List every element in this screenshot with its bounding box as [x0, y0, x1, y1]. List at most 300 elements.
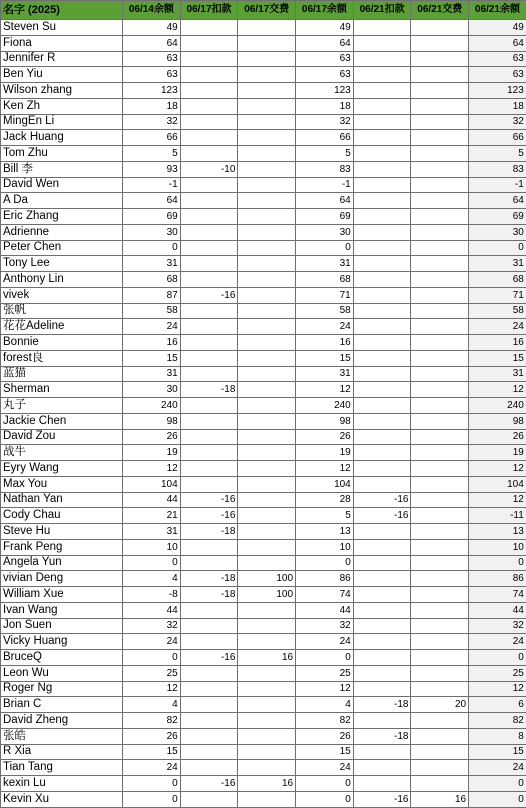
value-cell[interactable]	[180, 177, 238, 193]
value-cell[interactable]	[180, 429, 238, 445]
value-cell[interactable]	[238, 366, 296, 382]
value-cell[interactable]: 10	[123, 539, 181, 555]
value-cell[interactable]: -16	[180, 508, 238, 524]
value-cell[interactable]	[411, 98, 469, 114]
value-cell[interactable]: 93	[123, 161, 181, 177]
value-cell[interactable]	[411, 413, 469, 429]
value-cell[interactable]: 8	[469, 728, 526, 744]
name-cell[interactable]: Bonnie	[1, 335, 123, 351]
value-cell[interactable]	[238, 508, 296, 524]
name-cell[interactable]: 丸子	[1, 398, 123, 414]
value-cell[interactable]	[180, 146, 238, 162]
value-cell[interactable]	[353, 272, 411, 288]
value-cell[interactable]: 32	[296, 618, 354, 634]
value-cell[interactable]: 0	[296, 240, 354, 256]
value-cell[interactable]	[180, 728, 238, 744]
name-cell[interactable]: Eyry Wang	[1, 461, 123, 477]
value-cell[interactable]: 31	[469, 366, 526, 382]
value-cell[interactable]: -16	[180, 287, 238, 303]
value-cell[interactable]	[353, 571, 411, 587]
value-cell[interactable]: 82	[296, 713, 354, 729]
value-cell[interactable]	[180, 713, 238, 729]
value-cell[interactable]: 16	[411, 791, 469, 807]
value-cell[interactable]: 63	[469, 51, 526, 67]
value-cell[interactable]: 49	[123, 20, 181, 36]
value-cell[interactable]	[411, 492, 469, 508]
name-cell[interactable]: Jennifer R	[1, 51, 123, 67]
value-cell[interactable]: 58	[123, 303, 181, 319]
value-cell[interactable]: 26	[296, 728, 354, 744]
value-cell[interactable]: -11	[469, 508, 526, 524]
name-cell[interactable]: Jack Huang	[1, 130, 123, 146]
value-cell[interactable]: 0	[296, 776, 354, 792]
value-cell[interactable]	[411, 461, 469, 477]
name-cell[interactable]: David Zou	[1, 429, 123, 445]
value-cell[interactable]	[411, 760, 469, 776]
value-cell[interactable]	[353, 382, 411, 398]
value-cell[interactable]: 0	[123, 791, 181, 807]
value-cell[interactable]: 104	[123, 476, 181, 492]
value-cell[interactable]	[180, 539, 238, 555]
value-cell[interactable]	[411, 555, 469, 571]
value-cell[interactable]: 32	[469, 114, 526, 130]
value-cell[interactable]: 24	[296, 760, 354, 776]
value-cell[interactable]	[411, 130, 469, 146]
value-cell[interactable]	[238, 67, 296, 83]
value-cell[interactable]: 26	[469, 429, 526, 445]
value-cell[interactable]: 69	[123, 209, 181, 225]
value-cell[interactable]: 31	[469, 256, 526, 272]
value-cell[interactable]	[238, 744, 296, 760]
name-cell[interactable]: Tom Zhu	[1, 146, 123, 162]
name-cell[interactable]: Steven Su	[1, 20, 123, 36]
value-cell[interactable]	[353, 240, 411, 256]
name-cell[interactable]: 战牛	[1, 445, 123, 461]
value-cell[interactable]	[411, 524, 469, 540]
name-cell[interactable]: Eric Zhang	[1, 209, 123, 225]
name-cell[interactable]: Peter Chen	[1, 240, 123, 256]
value-cell[interactable]: 24	[296, 634, 354, 650]
value-cell[interactable]	[238, 83, 296, 99]
value-cell[interactable]: 24	[469, 319, 526, 335]
value-cell[interactable]	[180, 240, 238, 256]
value-cell[interactable]: 13	[296, 524, 354, 540]
value-cell[interactable]: 104	[469, 476, 526, 492]
name-cell[interactable]: Steve Hu	[1, 524, 123, 540]
value-cell[interactable]	[353, 146, 411, 162]
name-cell[interactable]: Roger Ng	[1, 681, 123, 697]
value-cell[interactable]: 16	[238, 776, 296, 792]
value-cell[interactable]: 82	[123, 713, 181, 729]
value-cell[interactable]: 28	[296, 492, 354, 508]
value-cell[interactable]	[238, 429, 296, 445]
column-header[interactable]: 06/17扣款	[180, 1, 238, 20]
name-cell[interactable]: Kevin Xu	[1, 791, 123, 807]
value-cell[interactable]: 100	[238, 571, 296, 587]
value-cell[interactable]	[180, 35, 238, 51]
value-cell[interactable]	[353, 634, 411, 650]
value-cell[interactable]	[238, 114, 296, 130]
value-cell[interactable]	[353, 114, 411, 130]
value-cell[interactable]: 63	[469, 67, 526, 83]
value-cell[interactable]	[411, 193, 469, 209]
value-cell[interactable]: 83	[469, 161, 526, 177]
value-cell[interactable]	[238, 272, 296, 288]
value-cell[interactable]: -18	[180, 382, 238, 398]
value-cell[interactable]	[180, 350, 238, 366]
value-cell[interactable]: -1	[469, 177, 526, 193]
value-cell[interactable]	[238, 335, 296, 351]
value-cell[interactable]	[353, 476, 411, 492]
value-cell[interactable]	[180, 760, 238, 776]
value-cell[interactable]: 15	[469, 350, 526, 366]
value-cell[interactable]: 74	[296, 587, 354, 603]
column-header[interactable]: 06/17交费	[238, 1, 296, 20]
value-cell[interactable]	[411, 634, 469, 650]
value-cell[interactable]	[411, 587, 469, 603]
value-cell[interactable]	[411, 177, 469, 193]
value-cell[interactable]	[353, 665, 411, 681]
name-cell[interactable]: Max You	[1, 476, 123, 492]
value-cell[interactable]: 68	[469, 272, 526, 288]
value-cell[interactable]: 49	[469, 20, 526, 36]
value-cell[interactable]	[353, 429, 411, 445]
value-cell[interactable]	[353, 209, 411, 225]
value-cell[interactable]	[180, 366, 238, 382]
value-cell[interactable]: -1	[296, 177, 354, 193]
name-cell[interactable]: 花花Adeline	[1, 319, 123, 335]
value-cell[interactable]	[411, 67, 469, 83]
value-cell[interactable]	[411, 35, 469, 51]
value-cell[interactable]	[238, 177, 296, 193]
value-cell[interactable]	[238, 193, 296, 209]
value-cell[interactable]: 31	[123, 366, 181, 382]
value-cell[interactable]: 12	[296, 382, 354, 398]
value-cell[interactable]: 98	[123, 413, 181, 429]
value-cell[interactable]: 64	[296, 35, 354, 51]
name-cell[interactable]: Adrienne	[1, 224, 123, 240]
value-cell[interactable]	[411, 618, 469, 634]
value-cell[interactable]: 123	[123, 83, 181, 99]
value-cell[interactable]: 64	[469, 193, 526, 209]
value-cell[interactable]: 123	[469, 83, 526, 99]
value-cell[interactable]: -16	[353, 791, 411, 807]
value-cell[interactable]	[180, 665, 238, 681]
value-cell[interactable]	[353, 539, 411, 555]
value-cell[interactable]: 0	[469, 776, 526, 792]
value-cell[interactable]: 69	[469, 209, 526, 225]
value-cell[interactable]: 44	[469, 602, 526, 618]
value-cell[interactable]	[238, 697, 296, 713]
value-cell[interactable]	[353, 224, 411, 240]
value-cell[interactable]: 58	[296, 303, 354, 319]
value-cell[interactable]	[238, 791, 296, 807]
value-cell[interactable]: 19	[123, 445, 181, 461]
value-cell[interactable]	[411, 146, 469, 162]
value-cell[interactable]	[238, 20, 296, 36]
value-cell[interactable]	[411, 224, 469, 240]
value-cell[interactable]	[238, 728, 296, 744]
value-cell[interactable]	[411, 20, 469, 36]
value-cell[interactable]: 24	[123, 319, 181, 335]
value-cell[interactable]: 0	[469, 555, 526, 571]
value-cell[interactable]: 24	[123, 634, 181, 650]
value-cell[interactable]	[411, 366, 469, 382]
value-cell[interactable]: 98	[469, 413, 526, 429]
value-cell[interactable]: 18	[469, 98, 526, 114]
value-cell[interactable]	[411, 650, 469, 666]
value-cell[interactable]: 83	[296, 161, 354, 177]
name-cell[interactable]: Jon Suen	[1, 618, 123, 634]
value-cell[interactable]: -16	[180, 492, 238, 508]
value-cell[interactable]	[353, 350, 411, 366]
value-cell[interactable]	[353, 256, 411, 272]
value-cell[interactable]: 44	[123, 602, 181, 618]
value-cell[interactable]	[353, 524, 411, 540]
value-cell[interactable]: 10	[296, 539, 354, 555]
value-cell[interactable]: -18	[353, 728, 411, 744]
value-cell[interactable]	[180, 303, 238, 319]
column-header[interactable]: 06/21交费	[411, 1, 469, 20]
value-cell[interactable]	[238, 713, 296, 729]
value-cell[interactable]	[238, 319, 296, 335]
value-cell[interactable]	[180, 114, 238, 130]
value-cell[interactable]: 32	[469, 618, 526, 634]
value-cell[interactable]: 82	[469, 713, 526, 729]
value-cell[interactable]	[180, 634, 238, 650]
value-cell[interactable]	[238, 555, 296, 571]
value-cell[interactable]: 4	[296, 697, 354, 713]
value-cell[interactable]	[411, 476, 469, 492]
value-cell[interactable]	[353, 461, 411, 477]
value-cell[interactable]	[238, 51, 296, 67]
value-cell[interactable]	[353, 35, 411, 51]
name-cell[interactable]: Frank Peng	[1, 539, 123, 555]
value-cell[interactable]	[411, 161, 469, 177]
value-cell[interactable]: 71	[296, 287, 354, 303]
value-cell[interactable]	[411, 114, 469, 130]
value-cell[interactable]	[238, 240, 296, 256]
name-cell[interactable]: Ben Yiu	[1, 67, 123, 83]
value-cell[interactable]: 15	[296, 350, 354, 366]
value-cell[interactable]: 18	[123, 98, 181, 114]
value-cell[interactable]	[353, 587, 411, 603]
value-cell[interactable]	[353, 398, 411, 414]
value-cell[interactable]	[411, 51, 469, 67]
name-cell[interactable]: Jackie Chen	[1, 413, 123, 429]
value-cell[interactable]: 104	[296, 476, 354, 492]
value-cell[interactable]	[180, 83, 238, 99]
value-cell[interactable]: -18	[180, 524, 238, 540]
value-cell[interactable]	[180, 791, 238, 807]
value-cell[interactable]: 71	[469, 287, 526, 303]
value-cell[interactable]	[180, 98, 238, 114]
value-cell[interactable]: 74	[469, 587, 526, 603]
value-cell[interactable]	[180, 335, 238, 351]
value-cell[interactable]	[411, 445, 469, 461]
value-cell[interactable]: 6	[469, 697, 526, 713]
name-cell[interactable]: vivek	[1, 287, 123, 303]
value-cell[interactable]	[353, 650, 411, 666]
value-cell[interactable]: 0	[469, 791, 526, 807]
value-cell[interactable]	[180, 51, 238, 67]
value-cell[interactable]	[180, 272, 238, 288]
value-cell[interactable]: 18	[296, 98, 354, 114]
value-cell[interactable]: 25	[123, 665, 181, 681]
value-cell[interactable]: 30	[469, 224, 526, 240]
value-cell[interactable]: 58	[469, 303, 526, 319]
name-cell[interactable]: Cody Chau	[1, 508, 123, 524]
value-cell[interactable]	[353, 161, 411, 177]
name-cell[interactable]: Tian Tang	[1, 760, 123, 776]
value-cell[interactable]: 87	[123, 287, 181, 303]
value-cell[interactable]: 64	[123, 193, 181, 209]
value-cell[interactable]: 63	[296, 51, 354, 67]
value-cell[interactable]: 4	[123, 697, 181, 713]
value-cell[interactable]	[180, 413, 238, 429]
name-cell[interactable]: Vicky Huang	[1, 634, 123, 650]
name-cell[interactable]: 张帆	[1, 303, 123, 319]
name-cell[interactable]: David Zheng	[1, 713, 123, 729]
value-cell[interactable]	[353, 98, 411, 114]
name-cell[interactable]: William Xue	[1, 587, 123, 603]
value-cell[interactable]	[411, 398, 469, 414]
value-cell[interactable]	[180, 209, 238, 225]
value-cell[interactable]	[353, 20, 411, 36]
value-cell[interactable]	[411, 681, 469, 697]
value-cell[interactable]	[238, 35, 296, 51]
value-cell[interactable]	[238, 602, 296, 618]
value-cell[interactable]	[411, 571, 469, 587]
value-cell[interactable]: -10	[180, 161, 238, 177]
value-cell[interactable]: 12	[123, 681, 181, 697]
value-cell[interactable]	[353, 602, 411, 618]
value-cell[interactable]: 0	[123, 776, 181, 792]
name-cell[interactable]: Sherman	[1, 382, 123, 398]
value-cell[interactable]	[238, 350, 296, 366]
value-cell[interactable]: 24	[469, 634, 526, 650]
value-cell[interactable]: 240	[296, 398, 354, 414]
value-cell[interactable]: 68	[296, 272, 354, 288]
value-cell[interactable]: 16	[123, 335, 181, 351]
value-cell[interactable]: 0	[296, 791, 354, 807]
value-cell[interactable]	[411, 713, 469, 729]
value-cell[interactable]	[180, 445, 238, 461]
value-cell[interactable]: 86	[296, 571, 354, 587]
value-cell[interactable]	[353, 760, 411, 776]
value-cell[interactable]	[238, 130, 296, 146]
value-cell[interactable]: 66	[123, 130, 181, 146]
name-cell[interactable]: Wilson zhang	[1, 83, 123, 99]
value-cell[interactable]	[353, 713, 411, 729]
value-cell[interactable]	[353, 177, 411, 193]
value-cell[interactable]: 30	[123, 224, 181, 240]
name-cell[interactable]: MingEn Li	[1, 114, 123, 130]
value-cell[interactable]	[353, 83, 411, 99]
value-cell[interactable]	[353, 193, 411, 209]
value-cell[interactable]	[353, 51, 411, 67]
value-cell[interactable]	[238, 287, 296, 303]
value-cell[interactable]	[238, 224, 296, 240]
value-cell[interactable]	[238, 382, 296, 398]
value-cell[interactable]: 20	[411, 697, 469, 713]
value-cell[interactable]: 98	[296, 413, 354, 429]
value-cell[interactable]	[238, 398, 296, 414]
value-cell[interactable]: 44	[296, 602, 354, 618]
value-cell[interactable]: 12	[469, 492, 526, 508]
value-cell[interactable]: 0	[469, 240, 526, 256]
value-cell[interactable]: 19	[296, 445, 354, 461]
value-cell[interactable]: -8	[123, 587, 181, 603]
value-cell[interactable]	[411, 256, 469, 272]
value-cell[interactable]: 64	[469, 35, 526, 51]
value-cell[interactable]	[238, 476, 296, 492]
value-cell[interactable]: 240	[469, 398, 526, 414]
name-cell[interactable]: Nathan Yan	[1, 492, 123, 508]
value-cell[interactable]	[353, 67, 411, 83]
value-cell[interactable]: 26	[296, 429, 354, 445]
value-cell[interactable]: -16	[180, 650, 238, 666]
value-cell[interactable]: 63	[123, 51, 181, 67]
value-cell[interactable]: 0	[469, 650, 526, 666]
value-cell[interactable]	[238, 618, 296, 634]
value-cell[interactable]	[238, 161, 296, 177]
value-cell[interactable]: 32	[296, 114, 354, 130]
value-cell[interactable]	[238, 760, 296, 776]
value-cell[interactable]: -18	[353, 697, 411, 713]
value-cell[interactable]	[180, 618, 238, 634]
value-cell[interactable]: 12	[469, 461, 526, 477]
value-cell[interactable]: 15	[123, 744, 181, 760]
value-cell[interactable]	[411, 240, 469, 256]
value-cell[interactable]	[238, 461, 296, 477]
value-cell[interactable]: 0	[296, 650, 354, 666]
value-cell[interactable]	[353, 555, 411, 571]
value-cell[interactable]	[238, 524, 296, 540]
value-cell[interactable]: 64	[296, 193, 354, 209]
value-cell[interactable]	[180, 744, 238, 760]
value-cell[interactable]: 15	[469, 744, 526, 760]
value-cell[interactable]: 26	[123, 429, 181, 445]
value-cell[interactable]	[180, 697, 238, 713]
value-cell[interactable]	[238, 98, 296, 114]
name-cell[interactable]: 张皓	[1, 728, 123, 744]
value-cell[interactable]: 31	[123, 524, 181, 540]
value-cell[interactable]	[238, 146, 296, 162]
name-cell[interactable]: 蓝猫	[1, 366, 123, 382]
value-cell[interactable]	[180, 319, 238, 335]
value-cell[interactable]: 0	[296, 555, 354, 571]
value-cell[interactable]	[411, 429, 469, 445]
name-cell[interactable]: Ken Zh	[1, 98, 123, 114]
column-header[interactable]: 06/14余额	[123, 1, 181, 20]
name-cell[interactable]: Angela Yun	[1, 555, 123, 571]
name-cell[interactable]: Leon Wu	[1, 665, 123, 681]
value-cell[interactable]	[353, 445, 411, 461]
name-cell[interactable]: Tony Lee	[1, 256, 123, 272]
value-cell[interactable]	[180, 398, 238, 414]
value-cell[interactable]	[180, 476, 238, 492]
value-cell[interactable]: 31	[296, 366, 354, 382]
name-cell[interactable]: Anthony Lin	[1, 272, 123, 288]
value-cell[interactable]	[238, 634, 296, 650]
value-cell[interactable]: 68	[123, 272, 181, 288]
value-cell[interactable]: 100	[238, 587, 296, 603]
name-cell[interactable]: Brian C	[1, 697, 123, 713]
value-cell[interactable]: -16	[353, 492, 411, 508]
value-cell[interactable]: 63	[296, 67, 354, 83]
column-header[interactable]: 06/21扣款	[353, 1, 411, 20]
